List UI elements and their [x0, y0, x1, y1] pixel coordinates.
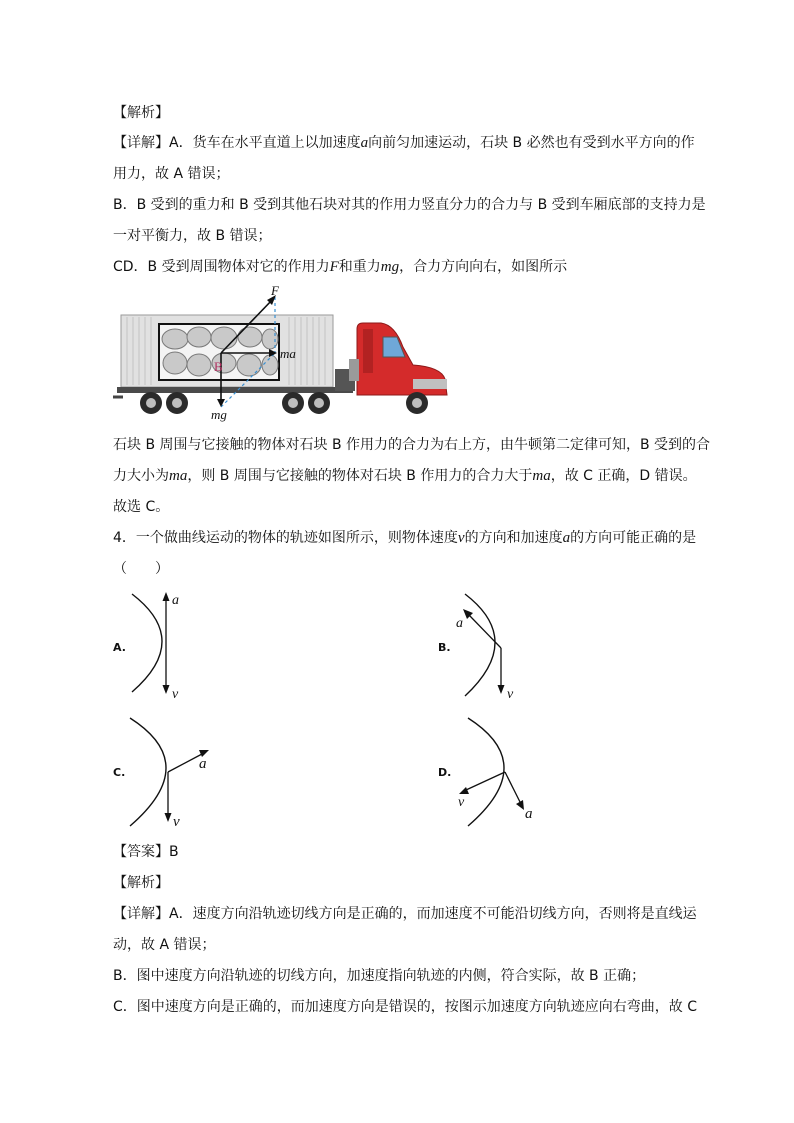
option-a-letter: A. — [113, 641, 126, 654]
detail-b-line-2: 一对平衡力，故 B 错误； — [113, 228, 272, 244]
detail-cd-line: CD．B 受到周围物体对它的作用力F和重力mg，合力方向向右，如图所示 — [113, 259, 568, 275]
option-c-figure — [120, 714, 220, 830]
truck-force-figure — [113, 283, 463, 423]
option-c-label-a: a — [199, 756, 207, 772]
after-line-1: 石块 B 周围与它接触的物体对石块 B 作用力的合力为右上方，由牛顿第二定律可知，B 受到的合 — [113, 437, 711, 453]
variable-a: a — [360, 135, 369, 151]
option-d-label-a: a — [525, 806, 533, 822]
q4-detail-a-line-2: 动，故 A 错误； — [113, 937, 216, 953]
option-d-label-v: v — [458, 795, 465, 810]
label-B: B — [214, 359, 223, 374]
label-mg: mg — [211, 407, 227, 422]
option-d-figure — [454, 714, 554, 830]
option-a-figure — [120, 588, 200, 700]
label-ma: ma — [280, 346, 296, 361]
option-b-letter: B. — [438, 641, 451, 654]
detail-a-line-1: 【详解】A．货车在水平直道上以加速度a向前匀加速运动，石块 B 必然也有受到水平方向的作 — [113, 135, 695, 151]
q4-stem-line-2: （ ） — [113, 561, 169, 577]
option-a-label-a: a — [172, 593, 179, 608]
option-d-letter: D. — [438, 766, 452, 779]
option-b-label-a: a — [456, 616, 463, 631]
option-b-figure — [450, 588, 530, 700]
choose-line: 故选 C。 — [113, 499, 170, 515]
truck-cab — [335, 323, 447, 395]
q4-stem-line-1: 4．一个做曲线运动的物体的轨迹如图所示，则物体速度v的方向和加速度a的方向可能正确的是 — [113, 530, 697, 546]
q4-detail-c: C．图中速度方向是正确的，而加速度方向是错误的，按图示加速度方向轨迹应向右弯曲，故 C — [113, 999, 697, 1015]
after-line-2: 力大小为ma，则 B 周围与它接触的物体对石块 B 作用力的合力大于ma，故 C 正确，D 错误。 — [113, 468, 697, 484]
option-c-letter: C. — [113, 766, 126, 779]
label-F: F — [271, 283, 279, 298]
section-label: 【解析】 — [113, 105, 169, 121]
q4-section-label: 【解析】 — [113, 875, 169, 891]
option-c-label-v: v — [173, 814, 180, 830]
detail-b-line-1: B．B 受到的重力和 B 受到其他石块对其的作用力竖直分力的合力与 B 受到车厢底部的支持力是 — [113, 197, 706, 213]
option-b-label-v: v — [507, 687, 514, 700]
q4-answer: 【答案】B — [113, 844, 179, 860]
option-a-label-v: v — [172, 687, 179, 700]
q4-detail-a-line-1: 【详解】A．速度方向沿轨迹切线方向是正确的，而加速度不可能沿切线方向，否则将是直线运 — [113, 906, 697, 922]
q4-detail-b: B．图中速度方向沿轨迹的切线方向，加速度指向轨迹的内侧，符合实际，故 B 正确； — [113, 968, 646, 984]
detail-a-line-2: 用力，故 A 错误； — [113, 166, 230, 182]
